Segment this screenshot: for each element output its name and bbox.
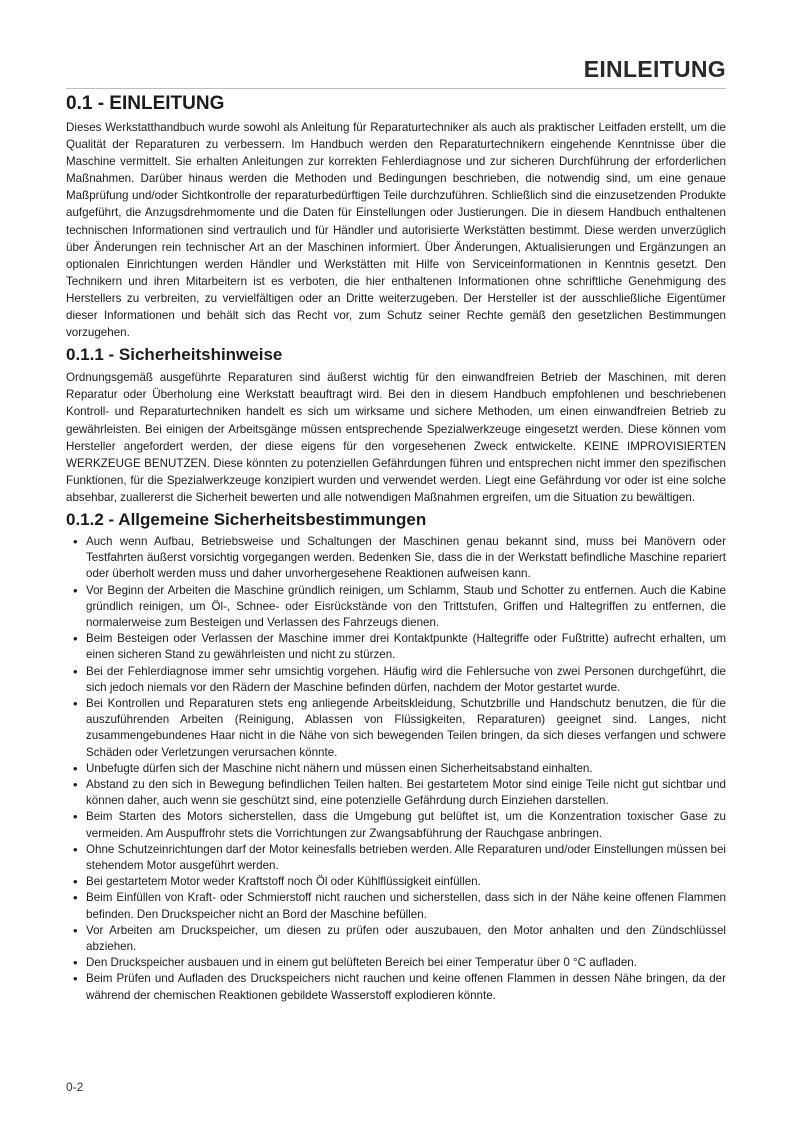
list-item: • Vor Arbeiten am Druckspeicher, um diesen zu prüfen oder auszubauen, den Motor anhalten und den Zündschlüssel abziehen. (86, 923, 726, 955)
list-item: • Beim Besteigen oder Verlassen der Maschine immer drei Kontaktpunkte (Haltegriffe oder Fußtritte) aufrecht erhalten, um einen sicheren Stand zu gewährleisten und nicht zu stürzen. (86, 631, 726, 663)
list-item: • Auch wenn Aufbau, Betriebsweise und Schaltungen der Maschinen genau bekannt sind, muss bei Manövern oder Testfahrten äußerst vorsichtig vorgegangen werden. Bedenken Sie, dass die in der Werkstatt befindliche Maschine repariert oder überholt werden muss und daher unvorhergesehene Reaktionen aufweisen kann. (86, 534, 726, 583)
section-heading-sicherheitshinweise: 0.1.1 - Sicherheitshinweise (66, 345, 283, 365)
list-item: • Abstand zu den sich in Bewegung befindlichen Teilen halten. Bei gestartetem Motor sind einige Teile nicht gut sichtbar und können daher, auch wenn sie geschützt sind, eine potenzielle Gefährdung durch Einziehen darstellen. (86, 777, 726, 809)
list-item: • Beim Prüfen und Aufladen des Druckspeichers nicht rauchen und keine offenen Flammen in dessen Nähe bringen, da der während der chemischen Reaktionen gebildete Wasserstoff explodieren könnte. (86, 971, 726, 1003)
section-heading-sicherheitsbestimmungen: 0.1.2 - Allgemeine Sicherheitsbestimmungen (66, 509, 427, 529)
intro-paragraph: Dieses Werkstatthandbuch wurde sowohl als Anleitung für Reparaturtechniker als auch als praktischer Leitfaden erstellt, um die Qualität der Reparaturen zu verbessern. Im Handbuch werden den Reparaturtechnikern eingehende Kenntnisse über die Maschine vermittelt. Sie erhalten Anleitungen zur korrekten Fehlerdiagnose und zur sicheren Durchführung der erforderlichen Maßnahmen. Darüber hinaus werden die Methoden und Bedingungen beschrieben, die notwendig sind, um eine genaue Maßprüfung und/oder Sichtkontrolle der reparaturbedürftigen Teile durchzuführen. Schließlich sind die einzusetzenden Produkte aufgeführt, die Anzugsdrehmomente und die Daten für Einstellungen oder Justierungen. Die in diesem Handbuch enthaltenen technischen Informationen sind vertraulich und für Händler und autorisierte Werkstätten bestimmt. Diese werden unverzüglich über Änderungen rein technischer Art an der Maschinen informiert. Über Änderungen, Aktualisierungen und Ergänzungen an optionalen Einrichtungen werden Händler und Werkstätten mit Hilfe von Serviceinformationen in Kenntnis gesetzt. Den Technikern und ihren Mitarbeitern ist es verboten, die hier enthaltenen Informationen ohne schriftliche Genehmigung des Herstellers zu verbreiten, zu vervielfältigen oder an Dritte weiterzugeben. Der Hersteller ist der ausschließliche Eigentümer dieser Informationen und behält sich das Recht vor, zum Schutz seiner Rechte gemäß den gesetzlichen Bestimmungen vorzugehen. (66, 121, 726, 340)
page-number: 0-2 (66, 1080, 84, 1094)
section-heading-einleitung: 0.1 - EINLEITUNG (66, 93, 225, 114)
safety-notes-paragraph: Ordnungsgemäß ausgeführte Reparaturen sind äußerst wichtig für den einwandfreien Betrieb der Maschinen, mit deren Reparatur oder Überholung eine Werkstatt beauftragt wird. Bei den in diesem Handbuch empfohlenen und beschriebenen Kontroll- und Reparaturtechniken handelt es sich um wirksame und sichere Methoden, um einen einwandfreien Betrieb zu gewährleisten. Bei einigen der Arbeitsgänge müssen entsprechende Spezialwerkzeuge eingesetzt werden. Diese können vom Hersteller angefordert werden, der diese eigens für den vorgesehenen Zweck entwickelte. KEINE IMPROVISIERTEN WERKZEUGE BENUTZEN. Diese könnten zu potenziellen Gefährdungen führen und entsprechen nicht immer den spezifischen Funktionen, für die Spezialwerkzeuge konzipiert wurden und verwendet werden. Liegt eine Gefährdung vor oder ist eine solche absehbar, zuallererst die Sicherheit bewerten und alle notwendigen Maßnahmen ergreifen, um die Situation zu bewältigen. (66, 371, 726, 504)
list-item: • Beim Starten des Motors sicherstellen, dass die Umgebung gut belüftet ist, um die Konzentration toxischer Gase zu vermeiden. Am Auspuffrohr stets die Vorrichtungen zur Zwangsabführung der Rauchgase anbringen. (86, 809, 726, 841)
list-item: • Bei der Fehlerdiagnose immer sehr umsichtig vorgehen. Häufig wird die Fehlersuche von zwei Personen durchgeführt, die sich jedoch niemals vor den Rädern der Maschine befinden dürfen, nachdem der Motor gestartet wurde. (86, 664, 726, 696)
list-item: • Den Druckspeicher ausbauen und in einem gut belüfteten Bereich bei einer Temperatur über 0 °C aufladen. (86, 955, 726, 971)
chapter-title: EINLEITUNG (583, 56, 726, 82)
list-item: • Ohne Schutzeinrichtungen darf der Motor keinesfalls betrieben werden. Alle Reparaturen und/oder Einstellungen müssen bei stehendem Motor ausgeführt werden. (86, 842, 726, 874)
header-divider (66, 88, 726, 89)
page-content (66, 93, 726, 1004)
list-item: • Bei Kontrollen und Reparaturen stets eng anliegende Arbeitskleidung, Schutzbrille und Handschutz benutzen, die für die auszuführenden Arbeiten (Reinigung, Ablassen von Flüssigkeiten, Reparaturen) geeignet sind. Langes, nicht zusammengebundenes Haar nicht in die Nähe von sich bewegenden Teilen bringen, da sich dieses verfangen und schwere Schäden oder Verletzungen verursachen könnte. (86, 696, 726, 761)
list-item: • Vor Beginn der Arbeiten die Maschine gründlich reinigen, um Schlamm, Staub und Schotter zu entfernen. Auch die Kabine gründlich reinigen, um Öl-, Schnee- oder Eisrückstände von den Trittstufen, Griffen und Haltegriffen zu entfernen, die normalerweise zum Besteigen und Verlassen des Fahrzeugs dienen. (86, 583, 726, 632)
list-item: • Bei gestartetem Motor weder Kraftstoff noch Öl oder Kühlflüssigkeit einfüllen. (86, 874, 726, 890)
list-item: • Beim Einfüllen von Kraft- oder Schmierstoff nicht rauchen und sicherstellen, dass sich in der Nähe keine offenen Flammen befinden. Den Druckspeicher nicht an Bord der Maschine befüllen. (86, 890, 726, 922)
list-item: • Unbefugte dürfen sich der Maschine nicht nähern und müssen einen Sicherheitsabstand einhalten. (86, 761, 726, 777)
safety-rules-list (66, 534, 726, 1004)
